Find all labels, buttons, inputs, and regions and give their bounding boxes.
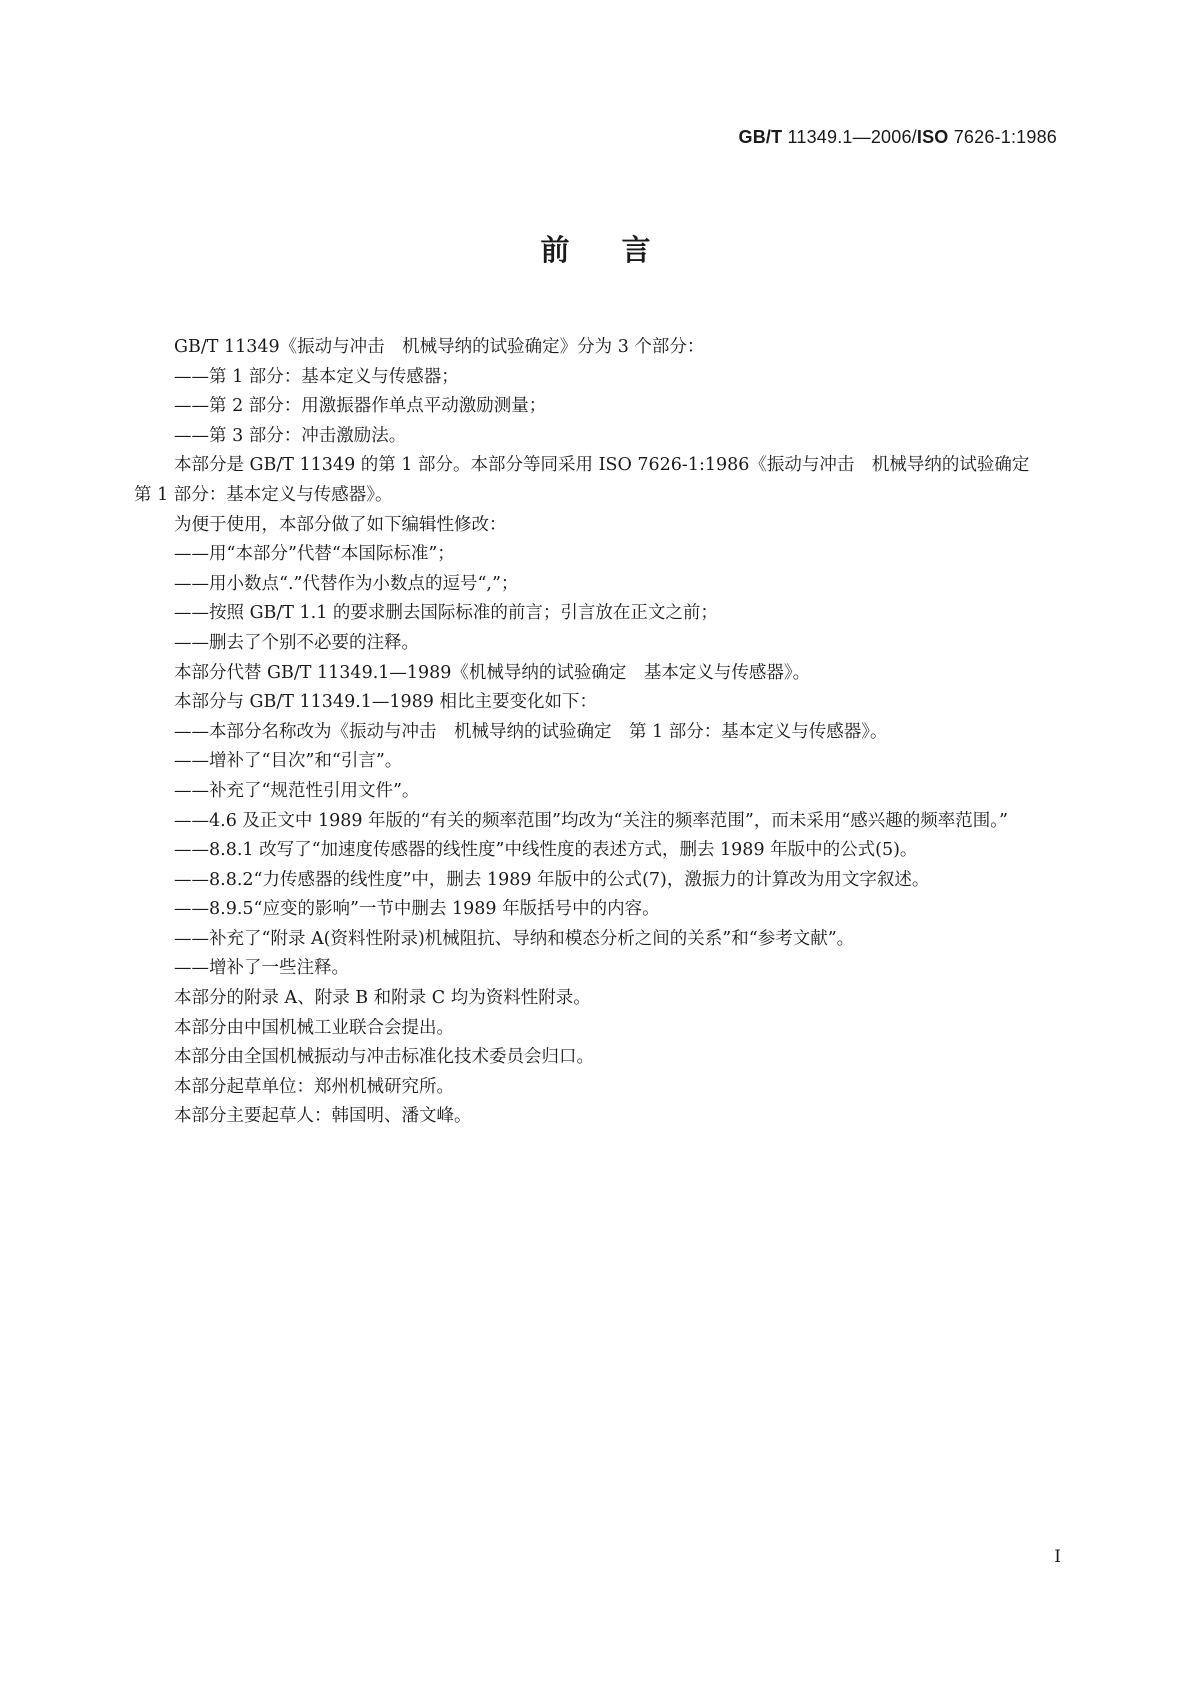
list-item: ——用小数点“.”代替作为小数点的逗号“,”； — [174, 573, 519, 594]
list-item: ——4.6 及正文中 1989 年版的“有关的频率范围”均改为“关注的频率范围”，而未采用“感兴趣的频率范围。” — [174, 810, 1008, 831]
list-item: ——用“本部分”代替“本国际标准”； — [174, 544, 455, 565]
paragraph: 本部分主要起草人：韩国明、潘文峰。 — [174, 1106, 472, 1127]
paragraph: 本部分与 GB/T 11349.1—1989 相比主要变化如下： — [174, 692, 597, 713]
list-item: ——本部分名称改为《振动与冲击 机械导纳的试验确定 第 1 部分：基本定义与传感器》。 — [174, 721, 888, 742]
document-code — [739, 127, 1057, 148]
document-code-iso-number: 7626-1:1986 — [948, 127, 1057, 147]
paragraph: 本部分由中国机械工业联合会提出。 — [174, 1017, 454, 1038]
list-item: ——第 3 部分：冲击激励法。 — [174, 425, 407, 446]
paragraph: 本部分是 GB/T 11349 的第 1 部分。本部分等同采用 ISO 7626-1:1986《振动与冲击 机械导纳的试验确定 第 1 部分：基本定义与传感器》。 — [134, 455, 1047, 505]
paragraph: 本部分代替 GB/T 11349.1—1989《机械导纳的试验确定 基本定义与传感器》。 — [174, 662, 811, 683]
list-item: ——增补了一些注释。 — [174, 958, 349, 979]
list-item: ——按照 GB/T 1.1 的要求删去国际标准的前言；引言放在正文之前； — [174, 603, 718, 624]
paragraph: 本部分起草单位：郑州机械研究所。 — [174, 1076, 454, 1097]
list-item: ——第 2 部分：用激振器作单点平动激励测量； — [174, 396, 547, 417]
paragraph: 本部分的附录 A、附录 B 和附录 C 均为资料性附录。 — [174, 988, 591, 1009]
list-item: ——第 1 部分：基本定义与传感器； — [174, 366, 459, 387]
list-item: ——8.9.5“应变的影响”一节中删去 1989 年版括号中的内容。 — [174, 899, 660, 920]
paragraph: 为便于使用，本部分做了如下编辑性修改： — [174, 514, 507, 535]
list-item: ——删去了个别不必要的注释。 — [174, 632, 419, 653]
list-item: ——补充了“规范性引用文件”。 — [174, 780, 420, 801]
list-item: ——增补了“目次”和“引言”。 — [174, 751, 403, 772]
document-code-gbt: GB/T — [738, 127, 783, 147]
page-title: 前言 — [540, 233, 703, 267]
paragraph: GB/T 11349《振动与冲击 机械导纳的试验确定》分为 3 个部分： — [174, 337, 705, 357]
list-item: ——补充了“附录 A(资料性附录)机械阻抗、导纳和模态分析之间的关系”和“参考文献”。 — [174, 928, 855, 949]
page-number: I — [1054, 1547, 1061, 1567]
list-item: ——8.8.2“力传感器的线性度”中，删去 1989 年版中的公式(7)，激振力的计算改为用文字叙述。 — [174, 869, 930, 890]
document-code-number: 11349.1—2006/ — [782, 127, 917, 147]
document-body — [134, 333, 1059, 1132]
document-code-iso: ISO — [916, 127, 949, 147]
list-item: ——8.8.1 改写了“加速度传感器的线性度”中线性度的表述方式，删去 1989 年版中的公式(5)。 — [174, 840, 918, 861]
paragraph: 本部分由全国机械振动与冲击标准化技术委员会归口。 — [174, 1047, 594, 1068]
